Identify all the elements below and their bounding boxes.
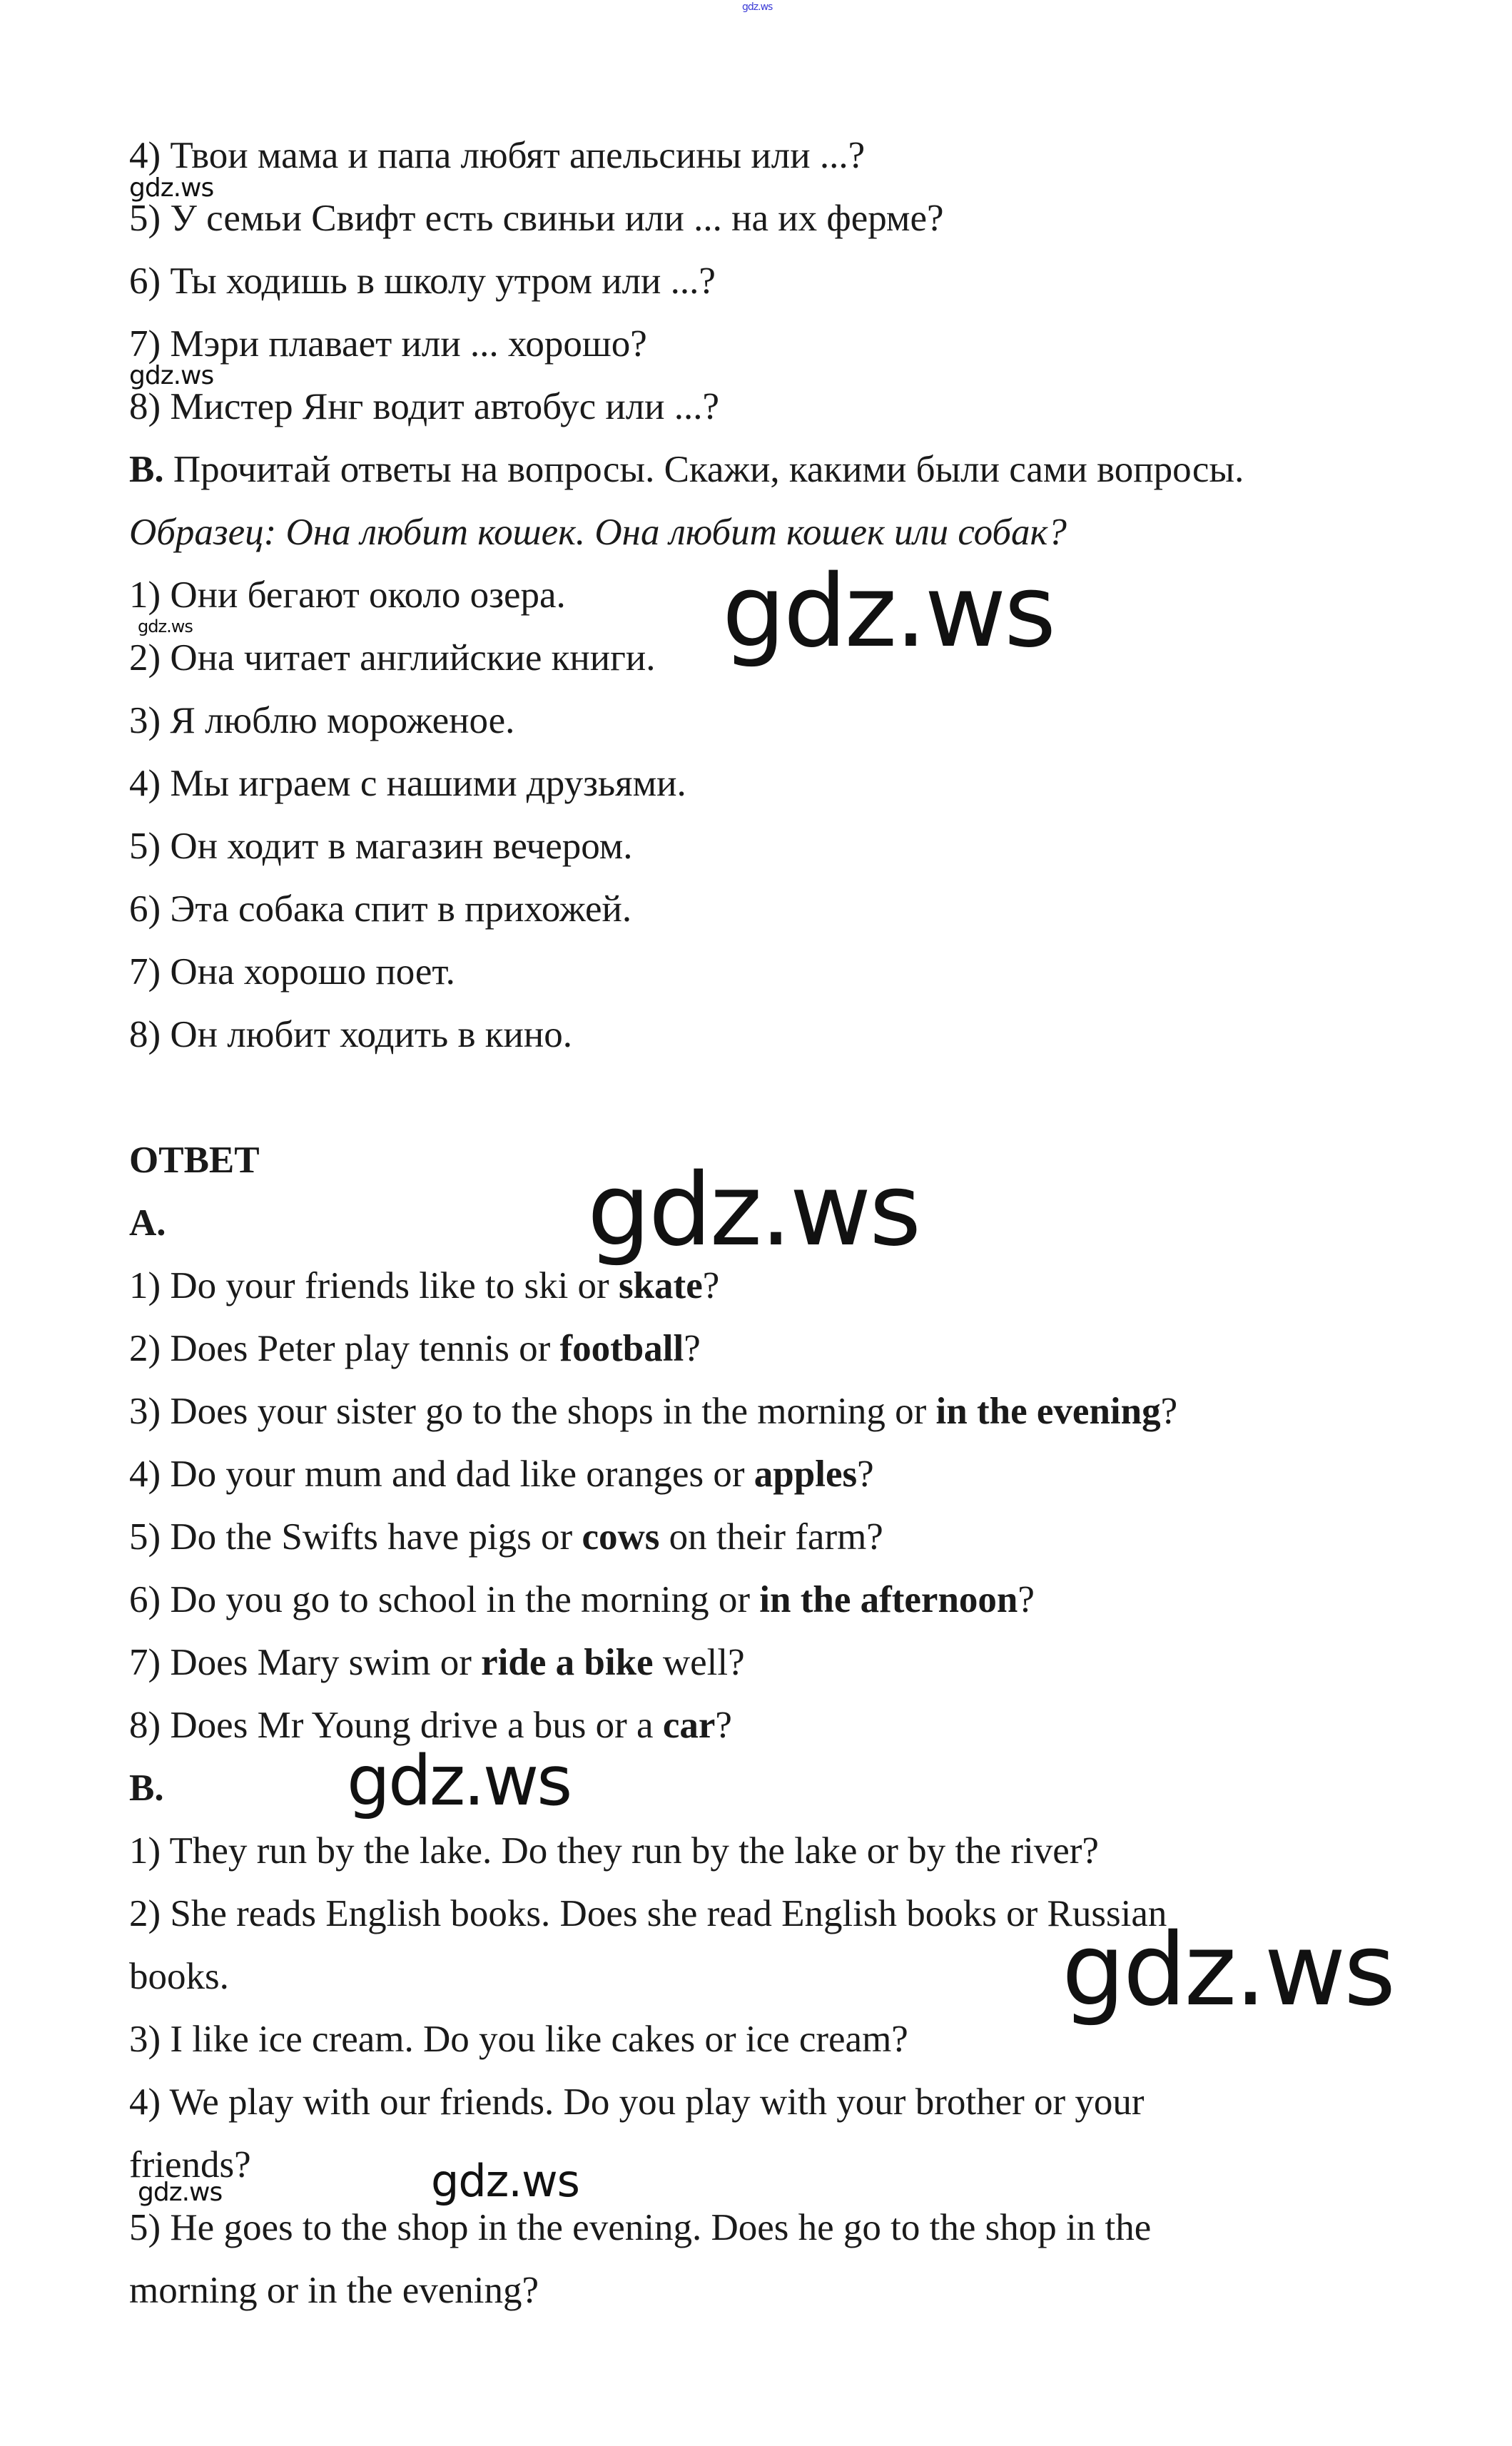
task-b-item: 4) Мы играем с нашими друзьями.	[129, 763, 686, 804]
answer-b-line: 1) They run by the lake. Do they run by the lake or by the river?	[129, 1830, 1099, 1872]
answer-a-item: 1) Do your friends like to ski or skate?	[129, 1265, 720, 1306]
answer-b-line: 3) I like ice cream. Do you like cakes or ice cream?	[129, 2019, 908, 2060]
watermark: gdz.ws	[587, 1152, 920, 1269]
answer-a-item: 4) Do your mum and dad like oranges or apples?	[129, 1453, 874, 1495]
answer-b-label: B.	[129, 1767, 164, 1809]
answer-a-item: 2) Does Peter play tennis or football?	[129, 1328, 701, 1369]
task-b-example: Образец: Она любит кошек. Она любит кошек или собак?	[129, 512, 1067, 553]
task-b-text: Прочитай ответы на вопросы. Скажи, какими были сами вопросы.	[163, 449, 1244, 490]
watermark: gdz.ws	[129, 361, 214, 390]
watermark: gdz.ws	[431, 2155, 579, 2207]
task-question-5: 5) У семьи Свифт есть свиньи или ... на их ферме?	[129, 198, 944, 239]
task-b-item: 1) Они бегают около озера.	[129, 574, 566, 616]
task-question-7: 7) Мэри плавает или ... хорошо?	[129, 323, 647, 365]
answer-a-item: 5) Do the Swifts have pigs or cows on their farm?	[129, 1516, 883, 1558]
task-question-4: 4) Твои мама и папа любят апельсины или ...?	[129, 135, 866, 176]
answer-b-line: 5) He goes to the shop in the evening. Does he go to the shop in the	[129, 2207, 1152, 2248]
answer-a-item: 7) Does Mary swim or ride a bike well?	[129, 1642, 745, 1683]
task-b-item: 8) Он любит ходить в кино.	[129, 1014, 572, 1055]
watermark: gdz.ws	[138, 616, 193, 636]
answer-heading: ОТВЕТ	[129, 1140, 260, 1181]
answer-b-line: friends?	[129, 2144, 251, 2186]
answer-a-item: 3) Does your sister go to the shops in the morning or in the evening?	[129, 1391, 1178, 1432]
task-b-item: 7) Она хорошо поет.	[129, 951, 455, 993]
watermark: gdz.ws	[347, 1741, 571, 1821]
answer-a-label: A.	[129, 1202, 166, 1244]
watermark: gdz.ws	[722, 554, 1055, 670]
answer-a-item: 8) Does Mr Young drive a bus or a car?	[129, 1705, 732, 1746]
answer-b-line: 2) She reads English books. Does she read English books or Russian	[129, 1893, 1167, 1934]
task-b-item: 3) Я люблю мороженое.	[129, 700, 515, 741]
task-b-item: 5) Он ходит в магазин вечером.	[129, 826, 633, 867]
task-question-6: 6) Ты ходишь в школу утром или ...?	[129, 260, 716, 302]
task-question-8: 8) Мистер Янг водит автобус или ...?	[129, 386, 720, 427]
answer-b-line: morning or in the evening?	[129, 2270, 539, 2311]
answer-a-item: 6) Do you go to school in the morning or in the afternoon?	[129, 1579, 1035, 1620]
task-b-item: 2) Она читает английские книги.	[129, 637, 656, 679]
watermark: gdz.ws	[138, 2178, 223, 2207]
watermark: gdz.ws	[1062, 1912, 1394, 2029]
answer-b-line: 4) We play with our friends. Do you play with your brother or your	[129, 2081, 1145, 2123]
task-b-label: B.	[129, 449, 164, 490]
watermark-top: gdz.ws	[742, 1, 773, 13]
answer-b-line: books.	[129, 1956, 229, 1997]
task-b-instruction	[129, 447, 1244, 492]
watermark: gdz.ws	[129, 173, 214, 203]
task-b-item: 6) Эта собака спит в прихожей.	[129, 888, 632, 930]
